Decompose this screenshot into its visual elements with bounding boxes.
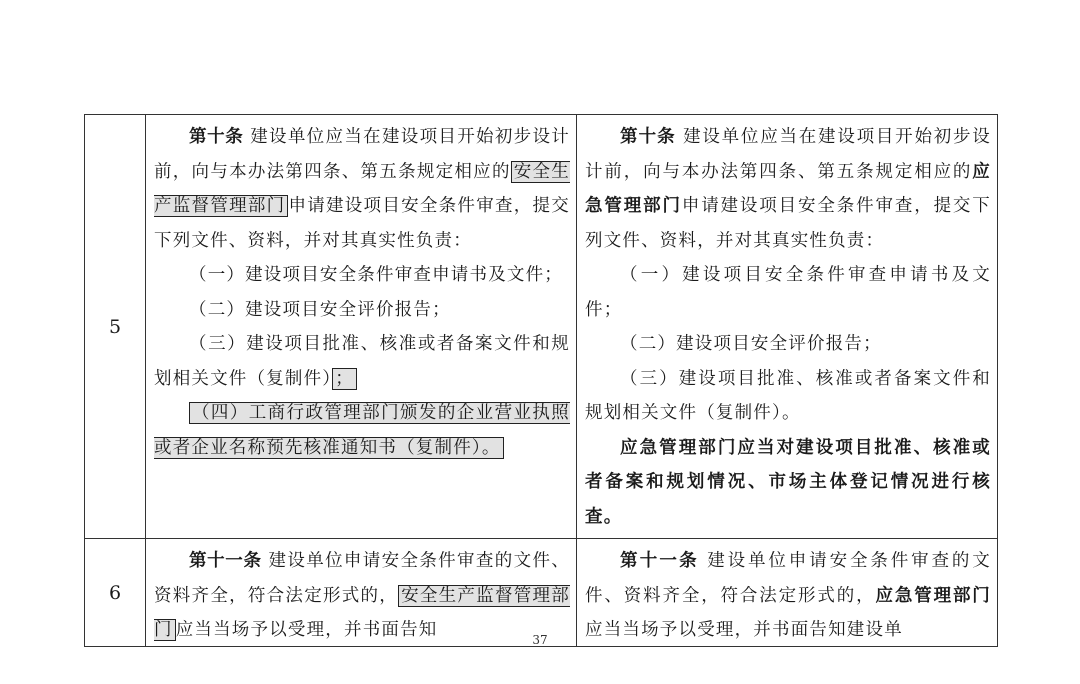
row-number: 5 <box>85 115 146 539</box>
revised-text-bold: 应急管理部门 <box>585 161 991 216</box>
comparison-table <box>84 114 998 647</box>
article-paragraph: 第十条 建设单位应当在建设项目开始初步设计前，向与本办法第四条、第五条规定相应的应急管理部门申请建设项目安全条件审查，提交下列文件、资料，并对其真实性负责： <box>585 127 992 251</box>
list-item: （一）建设项目安全条件审查申请书及文件； <box>189 265 563 285</box>
article-title: 第十条 <box>620 127 676 147</box>
deleted-text-highlight: （四）工商行政管理部门颁发的企业营业执照或者企业名称预先核准通知书（复制件）。 <box>154 403 570 458</box>
table-row <box>85 115 998 539</box>
original-text-cell <box>146 115 577 539</box>
deleted-text-highlight: 安全生产监督管理部门 <box>154 161 570 216</box>
list-item: （二）建设项目安全评价报告； <box>620 334 882 354</box>
added-paragraph: 应急管理部门应当对建设项目批准、核准或者备案和规划情况、市场主体登记情况进行核查。 <box>585 437 991 527</box>
list-item: （二）建设项目安全评价报告； <box>189 299 451 320</box>
cell-clip <box>154 544 570 642</box>
list-item: （一）建设项目安全条件审查申请书及文件； <box>585 265 991 320</box>
list-item: （三）建设项目批准、核准或者备案文件和规划相关文件（复制件） ； <box>154 334 570 389</box>
list-item <box>154 396 570 465</box>
article-title: 第十一条 <box>189 551 262 571</box>
deleted-text-highlight: ； <box>332 368 357 390</box>
revised-text-cell <box>577 539 998 647</box>
article-paragraph: 第十一条 建设单位申请安全条件审查的文件、资料齐全，符合法定形式的， 安全生产监督管理部门 应当当场予以受理，并书面告知 <box>154 551 570 640</box>
revised-text-cell <box>577 115 998 539</box>
cell-clip <box>585 544 991 642</box>
article-paragraph: 第十条 建设单位应当在建设项目开始初步设计前，向与本办法第四条、第五条规定相应的 安全生产监督管理部门 申请建设项目安全条件审查，提交下列文件、资料，并对其真实性负责： <box>154 127 570 251</box>
article-paragraph: 第十一条 建设单位申请安全条件审查的文件、资料齐全，符合法定形式的，应急管理部门应当当场予以受理，并书面告知建设单 <box>585 551 991 640</box>
page-number: 37 <box>532 633 548 647</box>
list-item: （三）建设项目批准、核准或者备案文件和规划相关文件（复制件）。 <box>585 368 991 423</box>
deleted-text-highlight: 安全生产监督管理部门 <box>154 585 570 640</box>
original-text-cell <box>146 539 577 647</box>
table-row <box>85 539 998 647</box>
revised-text-bold: 应急管理部门 <box>875 585 991 606</box>
article-title: 第十条 <box>189 127 244 147</box>
article-title: 第十一条 <box>620 551 699 571</box>
row-number: 6 <box>85 539 146 647</box>
